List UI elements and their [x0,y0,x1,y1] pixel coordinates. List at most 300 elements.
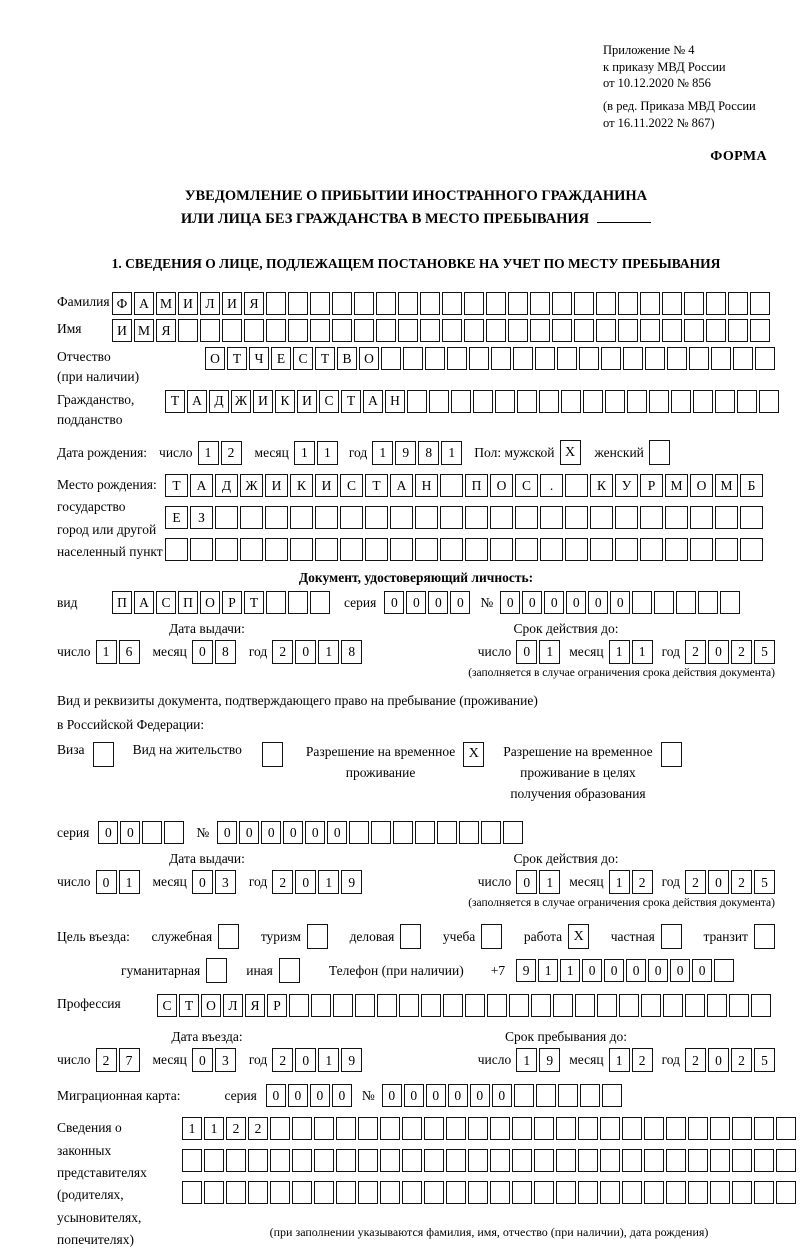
char-box[interactable]: А [363,390,383,413]
char-box[interactable] [534,1181,554,1204]
char-box[interactable] [292,1181,312,1204]
char-box[interactable] [265,538,288,561]
char-box[interactable] [600,1149,620,1172]
char-box[interactable]: А [134,292,154,315]
char-box[interactable]: 0 [96,870,117,894]
char-box[interactable]: 0 [384,591,404,614]
char-box[interactable] [420,319,440,342]
char-box[interactable] [590,538,613,561]
char-box[interactable] [688,1149,708,1172]
char-box[interactable]: 2 [685,1048,706,1072]
char-box[interactable] [654,591,674,614]
char-box[interactable]: 1 [96,640,117,664]
char-box[interactable] [204,1149,224,1172]
char-box[interactable]: 0 [670,959,690,982]
char-box[interactable] [446,1149,466,1172]
char-box[interactable] [464,292,484,315]
char-box[interactable] [662,292,682,315]
char-box[interactable] [596,319,616,342]
char-box[interactable]: 8 [215,640,236,664]
char-box[interactable] [440,506,463,529]
char-box[interactable] [706,319,726,342]
char-box[interactable] [565,506,588,529]
char-box[interactable] [486,319,506,342]
char-box[interactable] [776,1117,796,1140]
char-box[interactable] [644,1181,664,1204]
char-box[interactable] [288,591,308,614]
char-box[interactable] [446,1181,466,1204]
char-box[interactable] [402,1117,422,1140]
char-box[interactable] [354,319,374,342]
char-box[interactable] [750,292,770,315]
char-box[interactable] [605,390,625,413]
char-box[interactable]: И [178,292,198,315]
char-box[interactable] [270,1117,290,1140]
char-box[interactable]: А [187,390,207,413]
char-box[interactable]: И [297,390,317,413]
char-box[interactable] [398,292,418,315]
char-box[interactable]: 9 [395,441,416,465]
char-box[interactable] [540,538,563,561]
char-box[interactable]: 0 [708,640,729,664]
char-box[interactable]: 9 [516,959,536,982]
char-box[interactable] [266,591,286,614]
char-box[interactable] [728,319,748,342]
char-box[interactable] [596,292,616,315]
char-box[interactable] [754,1149,774,1172]
char-box[interactable] [425,347,445,370]
char-box[interactable] [393,821,413,844]
char-box[interactable] [565,538,588,561]
char-box[interactable] [465,994,485,1017]
char-box[interactable] [465,538,488,561]
char-box[interactable] [415,821,435,844]
char-box[interactable]: 2 [632,1048,653,1072]
char-box[interactable] [645,347,665,370]
char-box[interactable] [600,1117,620,1140]
char-box[interactable]: 9 [539,1048,560,1072]
char-box[interactable]: 1 [182,1117,202,1140]
char-box[interactable]: 1 [198,441,219,465]
char-box[interactable]: 2 [272,1048,293,1072]
char-box[interactable] [424,1117,444,1140]
char-box[interactable] [574,319,594,342]
checkbox-official[interactable] [218,924,239,949]
char-box[interactable]: 0 [382,1084,402,1107]
char-box[interactable]: 2 [272,640,293,664]
char-box[interactable]: Н [385,390,405,413]
char-box[interactable] [376,319,396,342]
char-box[interactable] [355,994,375,1017]
char-box[interactable] [776,1149,796,1172]
char-box[interactable]: Ф [112,292,132,315]
char-box[interactable] [314,1181,334,1204]
char-box[interactable] [399,994,419,1017]
checkbox-transit[interactable] [754,924,775,949]
char-box[interactable] [240,506,263,529]
char-box[interactable] [315,538,338,561]
char-box[interactable] [451,390,471,413]
char-box[interactable] [729,994,749,1017]
char-box[interactable] [552,319,572,342]
char-box[interactable] [182,1149,202,1172]
char-box[interactable] [755,347,775,370]
char-box[interactable] [627,390,647,413]
char-box[interactable]: 0 [588,591,608,614]
char-box[interactable]: Т [365,474,388,497]
char-box[interactable] [666,1181,686,1204]
checkbox-tourism[interactable] [307,924,328,949]
char-box[interactable]: 1 [317,441,338,465]
checkbox-work[interactable]: X [568,924,589,949]
char-box[interactable] [602,1084,622,1107]
char-box[interactable] [759,390,779,413]
char-box[interactable]: 0 [288,1084,308,1107]
char-box[interactable] [536,1084,556,1107]
char-box[interactable] [336,1117,356,1140]
char-box[interactable]: 0 [448,1084,468,1107]
char-box[interactable] [415,506,438,529]
char-box[interactable] [481,821,501,844]
char-box[interactable] [365,506,388,529]
char-box[interactable] [557,347,577,370]
char-box[interactable]: 0 [295,640,316,664]
char-box[interactable]: М [134,319,154,342]
char-box[interactable] [689,347,709,370]
char-box[interactable]: 2 [96,1048,117,1072]
char-box[interactable]: 1 [539,870,560,894]
char-box[interactable]: К [590,474,613,497]
char-box[interactable] [310,292,330,315]
char-box[interactable] [715,506,738,529]
char-box[interactable] [270,1149,290,1172]
char-box[interactable]: Т [165,390,185,413]
char-box[interactable] [421,994,441,1017]
char-box[interactable]: М [715,474,738,497]
char-box[interactable]: 1 [538,959,558,982]
char-box[interactable]: 2 [731,1048,752,1072]
char-box[interactable]: 7 [119,1048,140,1072]
char-box[interactable]: Ч [249,347,269,370]
char-box[interactable] [248,1181,268,1204]
char-box[interactable] [509,994,529,1017]
char-box[interactable] [601,347,621,370]
char-box[interactable]: 1 [632,640,653,664]
char-box[interactable] [710,1149,730,1172]
char-box[interactable] [358,1117,378,1140]
checkbox-private[interactable] [661,924,682,949]
char-box[interactable] [469,347,489,370]
char-box[interactable] [622,1181,642,1204]
char-box[interactable]: А [190,474,213,497]
char-box[interactable]: 0 [708,1048,729,1072]
char-box[interactable] [665,538,688,561]
char-box[interactable]: 0 [192,870,213,894]
char-box[interactable] [597,994,617,1017]
char-box[interactable]: 8 [418,441,439,465]
char-box[interactable] [358,1181,378,1204]
checkbox-male[interactable]: X [560,440,581,465]
char-box[interactable] [415,538,438,561]
char-box[interactable]: Ж [240,474,263,497]
char-box[interactable] [311,994,331,1017]
char-box[interactable] [750,319,770,342]
char-box[interactable]: Р [222,591,242,614]
char-box[interactable] [688,1117,708,1140]
char-box[interactable]: И [315,474,338,497]
char-box[interactable] [632,591,652,614]
char-box[interactable]: Т [227,347,247,370]
char-box[interactable] [640,292,660,315]
char-box[interactable] [248,1149,268,1172]
char-box[interactable]: 9 [341,1048,362,1072]
char-box[interactable] [349,821,369,844]
char-box[interactable]: 0 [295,870,316,894]
char-box[interactable]: Р [267,994,287,1017]
char-box[interactable]: У [615,474,638,497]
char-box[interactable] [711,347,731,370]
char-box[interactable] [649,390,669,413]
char-box[interactable] [333,994,353,1017]
char-box[interactable]: 0 [327,821,347,844]
char-box[interactable] [390,506,413,529]
char-box[interactable]: 0 [98,821,118,844]
char-box[interactable] [690,506,713,529]
char-box[interactable]: 2 [685,870,706,894]
char-box[interactable] [204,1181,224,1204]
char-box[interactable] [270,1181,290,1204]
char-box[interactable] [310,591,330,614]
char-box[interactable]: О [490,474,513,497]
char-box[interactable] [640,538,663,561]
char-box[interactable]: 6 [119,640,140,664]
char-box[interactable]: 0 [239,821,259,844]
char-box[interactable]: И [265,474,288,497]
checkbox-study[interactable] [481,924,502,949]
char-box[interactable] [618,319,638,342]
char-box[interactable] [182,1181,202,1204]
char-box[interactable] [365,538,388,561]
char-box[interactable] [710,1117,730,1140]
char-box[interactable] [534,1117,554,1140]
char-box[interactable]: 1 [318,1048,339,1072]
char-box[interactable] [424,1149,444,1172]
char-box[interactable] [376,292,396,315]
char-box[interactable] [732,1149,752,1172]
char-box[interactable]: 1 [609,870,630,894]
char-box[interactable] [429,390,449,413]
char-box[interactable]: 0 [450,591,470,614]
char-box[interactable] [666,1149,686,1172]
char-box[interactable] [164,821,184,844]
char-box[interactable] [553,994,573,1017]
char-box[interactable]: 8 [341,640,362,664]
char-box[interactable]: 0 [120,821,140,844]
char-box[interactable] [336,1181,356,1204]
char-box[interactable]: 0 [516,640,537,664]
char-box[interactable]: 5 [754,1048,775,1072]
char-box[interactable] [575,994,595,1017]
char-box[interactable]: М [665,474,688,497]
checkbox-temp-residence[interactable]: X [463,742,484,767]
char-box[interactable]: К [290,474,313,497]
char-box[interactable]: 0 [428,591,448,614]
char-box[interactable] [503,821,523,844]
char-box[interactable]: Е [271,347,291,370]
char-box[interactable] [720,591,740,614]
char-box[interactable]: Т [165,474,188,497]
char-box[interactable] [641,994,661,1017]
char-box[interactable]: 0 [332,1084,352,1107]
char-box[interactable] [487,994,507,1017]
char-box[interactable]: Р [640,474,663,497]
char-box[interactable] [578,1149,598,1172]
char-box[interactable] [561,390,581,413]
char-box[interactable] [644,1117,664,1140]
char-box[interactable] [531,994,551,1017]
checkbox-female[interactable] [649,440,670,465]
char-box[interactable] [580,1084,600,1107]
char-box[interactable] [390,538,413,561]
char-box[interactable] [640,319,660,342]
char-box[interactable] [556,1149,576,1172]
char-box[interactable] [618,292,638,315]
char-box[interactable]: 0 [470,1084,490,1107]
char-box[interactable]: 1 [204,1117,224,1140]
char-box[interactable]: 3 [215,1048,236,1072]
char-box[interactable]: 2 [248,1117,268,1140]
char-box[interactable] [558,1084,578,1107]
char-box[interactable]: 0 [310,1084,330,1107]
char-box[interactable] [600,1181,620,1204]
char-box[interactable] [574,292,594,315]
char-box[interactable] [714,959,734,982]
char-box[interactable] [583,390,603,413]
char-box[interactable] [332,292,352,315]
char-box[interactable]: 0 [266,1084,286,1107]
char-box[interactable] [292,1149,312,1172]
char-box[interactable]: Я [244,292,264,315]
char-box[interactable] [688,1181,708,1204]
checkbox-residence-permit[interactable] [262,742,283,767]
char-box[interactable]: 1 [560,959,580,982]
char-box[interactable] [665,506,688,529]
char-box[interactable]: П [465,474,488,497]
char-box[interactable] [490,1149,510,1172]
char-box[interactable]: Б [740,474,763,497]
char-box[interactable]: 0 [305,821,325,844]
char-box[interactable]: А [134,591,154,614]
char-box[interactable] [740,538,763,561]
char-box[interactable] [662,319,682,342]
char-box[interactable] [440,538,463,561]
char-box[interactable]: 0 [522,591,542,614]
char-box[interactable] [706,292,726,315]
char-box[interactable] [534,1149,554,1172]
char-box[interactable] [447,347,467,370]
char-box[interactable]: 0 [406,591,426,614]
char-box[interactable]: Т [341,390,361,413]
char-box[interactable]: 1 [441,441,462,465]
char-box[interactable]: 2 [685,640,706,664]
char-box[interactable] [707,994,727,1017]
char-box[interactable] [490,1117,510,1140]
char-box[interactable] [142,821,162,844]
char-box[interactable] [590,506,613,529]
char-box[interactable] [776,1181,796,1204]
char-box[interactable] [402,1149,422,1172]
char-box[interactable] [733,347,753,370]
char-box[interactable] [512,1149,532,1172]
char-box[interactable]: А [390,474,413,497]
char-box[interactable] [442,319,462,342]
char-box[interactable] [644,1149,664,1172]
char-box[interactable]: Д [209,390,229,413]
char-box[interactable] [222,319,242,342]
char-box[interactable] [165,538,188,561]
char-box[interactable] [530,292,550,315]
char-box[interactable] [266,292,286,315]
char-box[interactable] [314,1149,334,1172]
char-box[interactable]: О [201,994,221,1017]
char-box[interactable] [420,292,440,315]
char-box[interactable] [495,390,515,413]
char-box[interactable]: 2 [226,1117,246,1140]
char-box[interactable]: . [540,474,563,497]
char-box[interactable] [690,538,713,561]
char-box[interactable] [468,1181,488,1204]
char-box[interactable]: З [190,506,213,529]
char-box[interactable] [513,347,533,370]
char-box[interactable] [288,319,308,342]
char-box[interactable]: Я [156,319,176,342]
char-box[interactable] [465,506,488,529]
char-box[interactable] [508,292,528,315]
char-box[interactable] [289,994,309,1017]
char-box[interactable] [685,994,705,1017]
char-box[interactable]: Т [315,347,335,370]
char-box[interactable] [710,1181,730,1204]
char-box[interactable] [314,1117,334,1140]
char-box[interactable]: 2 [731,640,752,664]
char-box[interactable]: 0 [217,821,237,844]
char-box[interactable] [515,538,538,561]
char-box[interactable]: 0 [192,1048,213,1072]
char-box[interactable] [684,292,704,315]
char-box[interactable] [459,821,479,844]
char-box[interactable] [490,538,513,561]
char-box[interactable] [468,1149,488,1172]
char-box[interactable]: О [359,347,379,370]
char-box[interactable] [676,591,696,614]
char-box[interactable] [640,506,663,529]
char-box[interactable]: Ж [231,390,251,413]
char-box[interactable] [190,538,213,561]
char-box[interactable]: 1 [539,640,560,664]
char-box[interactable] [265,506,288,529]
char-box[interactable]: Л [223,994,243,1017]
checkbox-visa[interactable] [93,742,114,767]
char-box[interactable] [490,506,513,529]
char-box[interactable]: 0 [604,959,624,982]
char-box[interactable]: О [205,347,225,370]
char-box[interactable] [290,506,313,529]
char-box[interactable]: П [112,591,132,614]
char-box[interactable] [663,994,683,1017]
char-box[interactable] [508,319,528,342]
char-box[interactable]: 0 [648,959,668,982]
char-box[interactable] [579,347,599,370]
